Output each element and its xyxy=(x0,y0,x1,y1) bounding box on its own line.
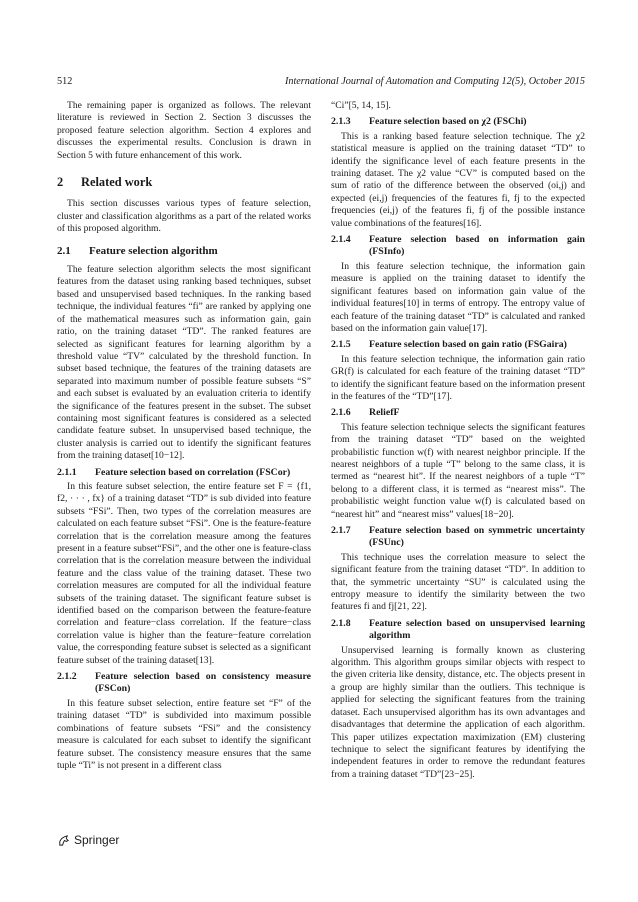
section-title: Related work xyxy=(81,175,153,190)
section-number: 2.1.6 xyxy=(331,407,351,419)
section-2-1-2-heading xyxy=(57,671,311,696)
publisher-name: Springer xyxy=(74,833,120,847)
section-2-heading xyxy=(57,176,311,188)
section-2-1-1-heading xyxy=(57,467,311,479)
section-2-1-4-heading xyxy=(331,234,585,259)
section-number: 2.1.1 xyxy=(57,466,77,478)
section-number: 2.1.3 xyxy=(331,116,351,128)
section-2-1-1-paragraph: In this feature subset selection, the entire feature set F = {f1, f2, · · · , fx} of a training dataset “TD” is sub divided into feature subsets “FSi”. Then, two types of the correlation measures are calculated on each feature subset “FSi”. One is the feature-feature correlation that is the correlation measure among the features present in a feature subset“FSi”, and the other one is feature-class correlation that is the correlation measure between the individual feature and the class value of the training dataset. These two correlation measures are computed for all the individual feature subsets of the training dataset. The significant feature subset is identified based on the comparison between the feature-feature correlation and feature−class correlation. If the feature−class correlation value is higher than the feature−feature correlation value, the corresponding feature subset is selected as a significant feature subset of the training dataset[13]. xyxy=(57,480,311,666)
section-2-paragraph: This section discusses various types of feature selection, cluster and classification algorithms as a part of the related works of this proposed algorithm. xyxy=(57,198,311,235)
section-2-1-7-heading xyxy=(331,525,585,550)
section-2-1-8-paragraph: Unsupervised learning is formally known as clustering algorithm. This algorithm groups similar objects with respect to the given criteria like density, distance, etc. The objects present in a group are highly similar than the outliers. This technique is applied for selecting the significant features from the training dataset. Each unsupervised algorithm has its own advantages and disadvantages that determine the application of each algorithm. This paper utilizes expectation maximization (EM) clustering technique to select the significant features by identifying the independent features in order to remove the redundant features from a training dataset “TD”[23−25]. xyxy=(331,644,585,780)
section-title: Feature selection based on symmetric uncertainty (FSUnc) xyxy=(369,525,585,549)
section-title: Feature selection based on correlation (FSCor) xyxy=(95,466,291,478)
section-title: Feature selection based on χ2 (FSChi) xyxy=(369,116,527,128)
section-title: Feature selection based on information gain (FSInfo) xyxy=(369,234,585,258)
section-number: 2.1.5 xyxy=(331,339,351,351)
springer-horse-icon xyxy=(57,834,70,847)
section-2-1-2-paragraph: In this feature subset selection, entire feature set “F” of the training dataset “TD” is subdivided into maximum possible combinations of feature subsets “FSi” and the consistency measure is calculated for each subset to identify the significant feature subset. The consistency measure ensures that the same tuple “Ti” is not present in a different class xyxy=(57,697,311,771)
section-2-1-paragraph: The feature selection algorithm selects the most significant features from the dataset using ranking based techniques, subset based and unsupervised based techniques. In the ranking based technique, the individual features “fi” are ranked by applying one of the mathematical measures such as information gain, gain ratio, on the training dataset “TD”. The ranked features are selected as significant features for learning algorithm by a threshold value “TV” calculated by the threshold function. In subset based technique, the features of the training datasets are separated into maximum number of possible feature subsets “S” and each subset is evaluated by an evaluation criteria to identify the significance of the features present in the subset. The subset containing most significant features is considered as a selected candidate feature subset. In unsupervised based technique, the cluster analysis is carried out to identify the significant features from the training dataset[10−12]. xyxy=(57,264,311,462)
section-2-1-4-paragraph: In this feature selection technique, the information gain measure is applied on the training dataset to identify the significant features based on information gain value of the individual features[10] in terms of entropy. The entropy value of each feature of the training dataset “TD” is calculated and ranked based on the information gain value[17]. xyxy=(331,260,585,334)
section-title: Feature selection based on unsupervised learning algorithm xyxy=(369,617,585,642)
section-number: 2.1.2 xyxy=(57,671,77,683)
section-title: ReliefF xyxy=(369,407,400,419)
section-2-1-6-paragraph: This feature selection technique selects the significant features from the training dataset “TD” based on the weighted probabilistic function w(f) with nearest neighbor principle. If the nearest neighbors of a tuple “T” belong to the same class, it is termed as “nearest hit”. If the nearest neighbors of a tuple “T” belong to a different class, it is termed as “nearest miss”. The probabilistic weight function value w(f) is calculated based on “nearest hit” and “nearest miss” values[18−20]. xyxy=(331,421,585,520)
intro-paragraph: The remaining paper is organized as follows. The relevant literature is reviewed in Section 2. Section 3 discusses the proposed feature selection algorithm. Section 4 explores and discusses the experimental results. Conclusion is drawn in Section 5 with future enhancement of this work. xyxy=(57,100,311,161)
section-2-1-5-paragraph: In this feature selection technique, the information gain ratio GR(f) is calculated for each feature of the training dataset “TD” to identify the significant feature based on the information present in the features of the “TD”[17]. xyxy=(331,353,585,402)
section-title: Feature selection algorithm xyxy=(89,244,218,257)
section-2-1-7-paragraph: This technique uses the correlation measure to select the significant feature from the training dataset “TD”. In addition to that, the symmetric uncertainty “SU” is calculated using the entropy measure to identify the similarity between the two features fi and fj[21, 22]. xyxy=(331,551,585,613)
section-2-1-5-heading xyxy=(331,339,585,351)
section-title: Feature selection based on consistency measure (FSCon) xyxy=(95,671,311,695)
journal-title: International Journal of Automation and Computing 12(5), October 2015 xyxy=(284,76,585,87)
section-2-1-3-paragraph: This is a ranking based feature selection technique. The χ2 statistical measure is applied on the training dataset “TD” to identify the significance level of each feature presents in the training dataset. The χ2 value “CV” is computed based on the sum of ratio of the difference between the observed (oi,j) and expected (ei,j) frequencies of the features fi, fj to the expected frequencies (ei,j) of the features fi, fj of the possible instance value combinations of the features[16]. xyxy=(331,130,585,229)
right-column xyxy=(331,100,585,781)
running-header xyxy=(57,76,585,90)
section-number: 2.1.7 xyxy=(331,525,351,536)
section-title: Feature selection based on gain ratio (FSGaira) xyxy=(369,339,567,351)
publisher-footer xyxy=(57,833,119,847)
continued-text: “Ci”[5, 14, 15]. xyxy=(331,100,391,111)
section-2-1-6-heading xyxy=(331,407,585,419)
section-2-1-heading xyxy=(57,245,311,257)
left-column xyxy=(57,100,311,772)
section-number: 2.1.8 xyxy=(331,617,351,629)
section-number: 2 xyxy=(57,175,64,190)
section-number: 2.1.4 xyxy=(331,234,351,246)
section-2-1-3-heading xyxy=(331,116,585,128)
section-number: 2.1 xyxy=(57,244,71,257)
page-number: 512 xyxy=(57,76,73,87)
section-2-1-8-heading xyxy=(331,618,585,643)
